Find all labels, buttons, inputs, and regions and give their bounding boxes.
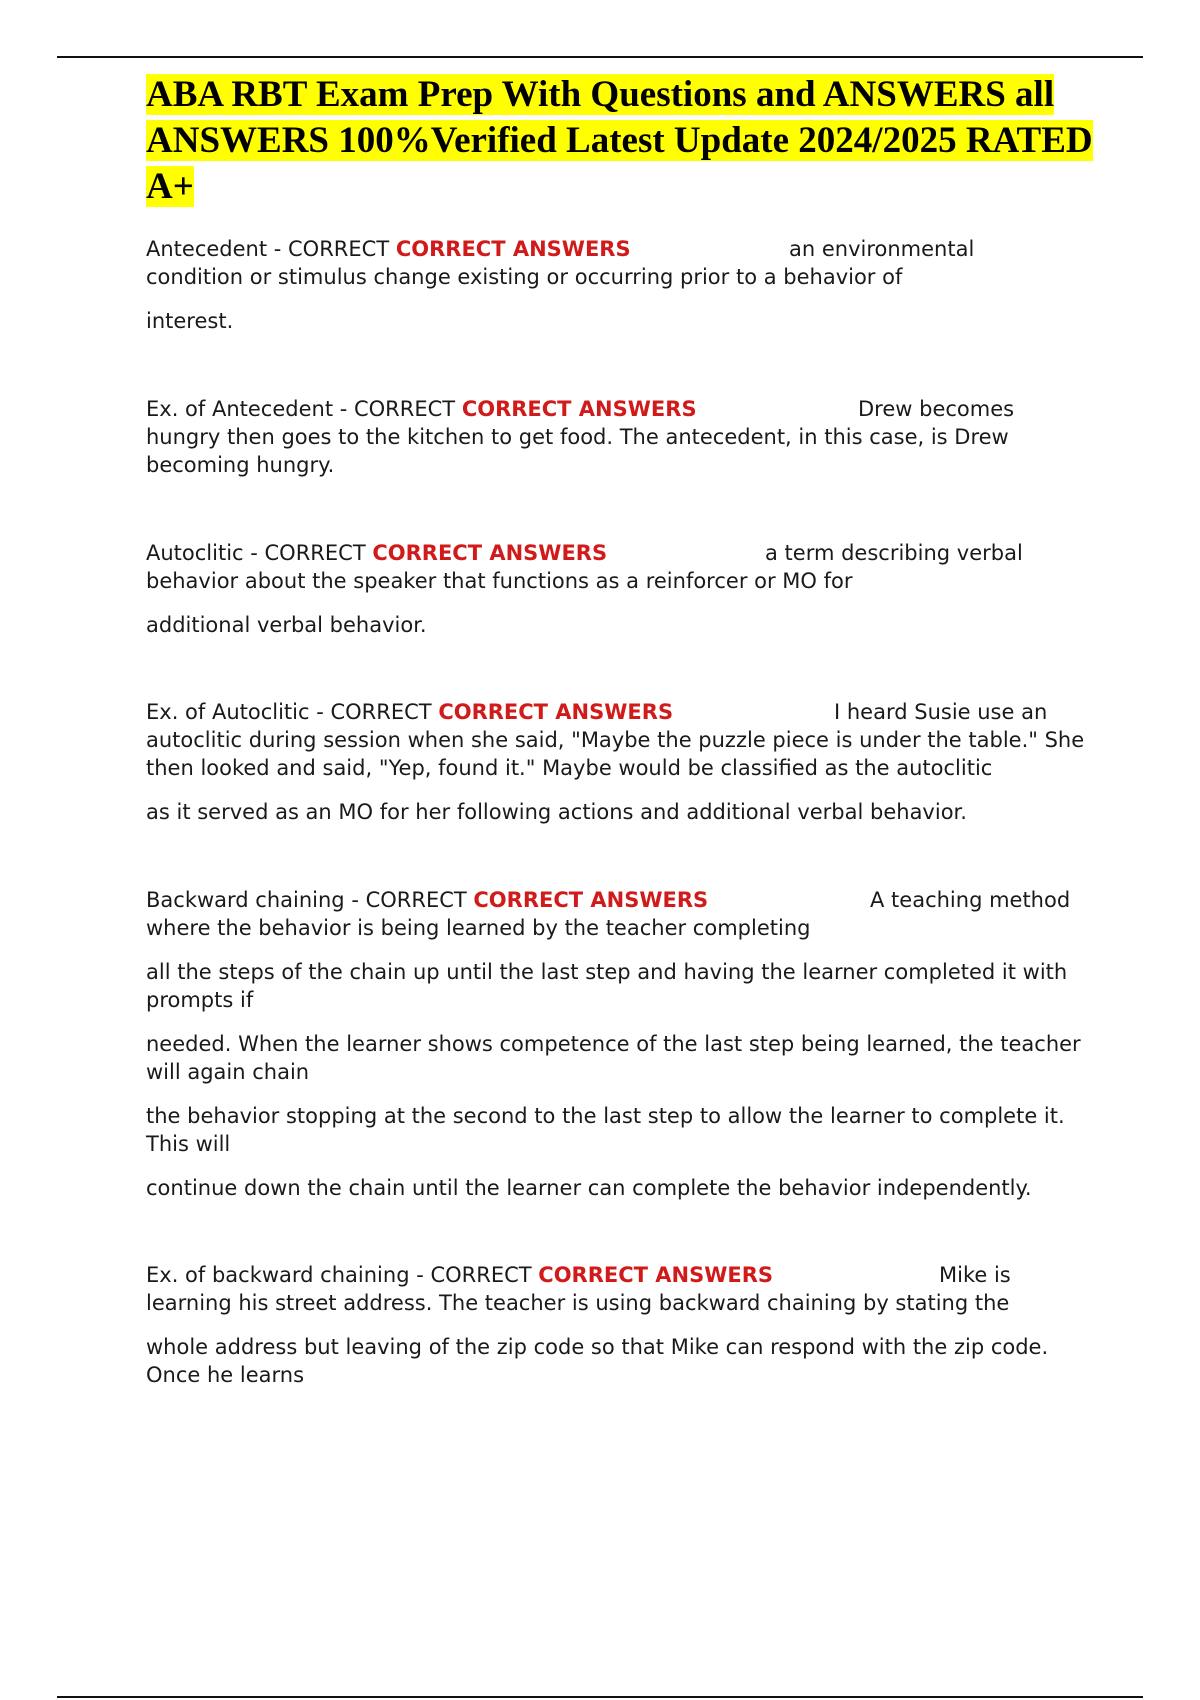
correct-answers-label: CORRECT ANSWERS [395,237,631,261]
correct-answers-label: CORRECT ANSWERS [372,541,608,565]
entry-term: Autoclitic - CORRECT [146,541,366,565]
entry-definition: continue down the chain until the learner can complete the behavior independently. [146,1176,1032,1200]
entry-term: Antecedent - CORRECT [146,237,390,261]
entry-definition: autoclitic during session when she said, "Maybe the puzzle piece is under the table." She then looked and said, "Yep, found it." Maybe would be classified as the autoclitic [146,728,1085,780]
document-title [146,72,1096,210]
entry-definition: interest. [146,309,234,333]
entry-term: Backward chaining - CORRECT [146,888,467,912]
entry-ex-antecedent [146,395,1096,479]
entry-definition-start: A teaching method [870,888,1071,912]
entry-antecedent [146,235,1096,335]
top-rule [57,56,1143,58]
entry-definition: as it served as an MO for her following actions and additional verbal behavior. [146,800,967,824]
entry-definition: behavior about the speaker that functions as a reinforcer or MO for [146,569,853,593]
entry-definition-start: a term describing verbal [765,541,1023,565]
entry-definition-start: an environmental [789,237,975,261]
entry-definition: where the behavior is being learned by the teacher completing [146,916,811,940]
entry-autoclitic [146,539,1096,639]
entry-ex-backward-chaining [146,1261,1096,1389]
title-highlight: ABA RBT Exam Prep With Questions and ANSWERS all ANSWERS 100%Verified Latest Update 2024/2025 RATED A+ [146,74,1093,207]
entry-ex-autoclitic [146,698,1096,826]
entry-definition: all the steps of the chain up until the last step and having the learner completed it with prompts if [146,960,1068,1012]
entry-term: Ex. of backward chaining - CORRECT [146,1263,532,1287]
entry-definition-start: Drew becomes [858,397,1015,421]
entry-definition: whole address but leaving of the zip code so that Mike can respond with the zip code. Once he learns [146,1335,1049,1387]
correct-answers-label: CORRECT ANSWERS [473,888,709,912]
correct-answers-label: CORRECT ANSWERS [461,397,697,421]
bottom-rule [57,1696,1143,1698]
entry-definition: additional verbal behavior. [146,613,427,637]
correct-answers-label: CORRECT ANSWERS [438,700,674,724]
entry-definition: hungry then goes to the kitchen to get food. The antecedent, in this case, is Drew becoming hungry. [146,425,1009,477]
document-page [146,72,1096,1387]
entry-term: Ex. of Antecedent - CORRECT [146,397,456,421]
correct-answers-label: CORRECT ANSWERS [538,1263,774,1287]
entry-definition: learning his street address. The teacher is using backward chaining by stating the [146,1291,1010,1315]
entry-definition-start: Mike is [939,1263,1011,1287]
entry-definition-start: I heard Susie use an [834,700,1048,724]
entry-definition: needed. When the learner shows competence of the last step being learned, the teacher will again chain [146,1032,1081,1084]
entry-term: Ex. of Autoclitic - CORRECT [146,700,432,724]
entry-backward-chaining [146,886,1096,1202]
entry-definition: condition or stimulus change existing or occurring prior to a behavior of [146,265,903,289]
entry-definition: the behavior stopping at the second to the last step to allow the learner to complete it. This will [146,1104,1065,1156]
